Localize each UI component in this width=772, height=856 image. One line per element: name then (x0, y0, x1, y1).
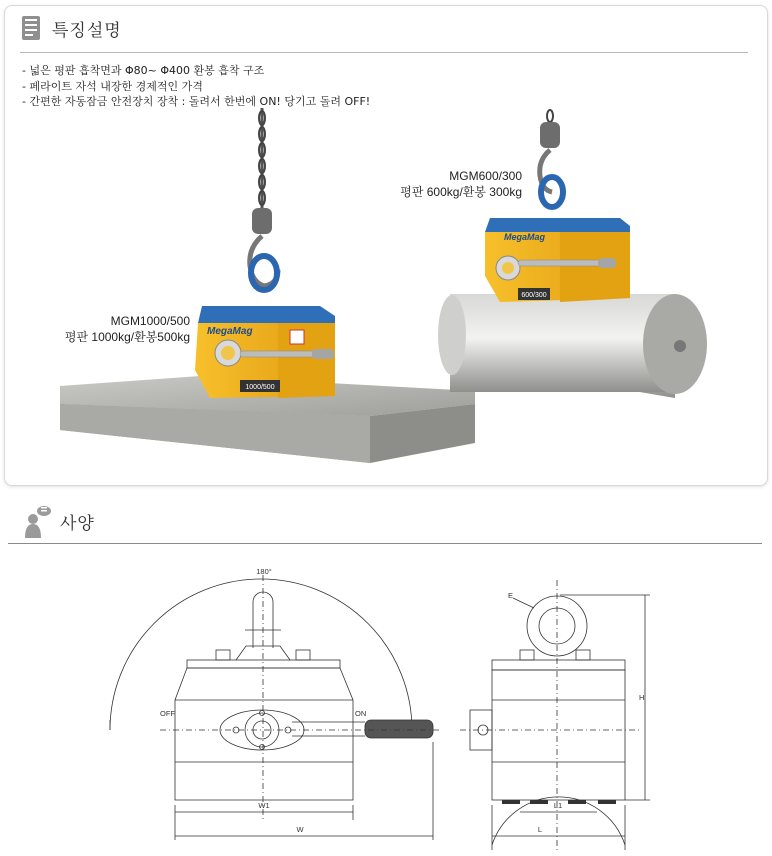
mgm1000-name: MGM1000/500 (110, 314, 190, 328)
h-label: H (639, 693, 645, 702)
mgm600-capacity: 평판 600kg/환봉 300kg (400, 185, 522, 199)
mgm600-name: MGM600/300 (449, 169, 522, 183)
mgm1000-label (60, 313, 190, 345)
spec-heading (24, 504, 95, 538)
feature-item: - 간편한 자동잠금 안전장치 장착 : 돌려서 한번에 ON! 당기고 돌려 OFF! (22, 95, 371, 108)
feature-item: - 넓은 평판 흡착면과 Φ80~ Φ400 환봉 흡착 구조 (22, 64, 265, 77)
feature-list (22, 63, 370, 110)
mgm600-product-photo (430, 108, 715, 398)
l1-label: L1 (553, 801, 563, 810)
feature-item: - 페라이트 자석 내장한 경제적인 가격 (22, 79, 203, 93)
off-label: OFF (160, 709, 175, 718)
angle-label: 180° (256, 567, 272, 576)
mgm1000-plate-text: 1000/500 (245, 384, 275, 391)
spec-divider (8, 543, 762, 544)
e-label: E (508, 591, 514, 600)
technical-drawing (0, 550, 772, 856)
w-label: W (296, 825, 304, 834)
mgm1000-brand-logo: MegaMag (207, 326, 253, 337)
mgm600-brand-logo: MegaMag (504, 232, 546, 242)
document-icon (20, 14, 44, 42)
features-divider (20, 52, 748, 53)
l-label: L (537, 825, 543, 834)
features-title: 특징설명 (52, 20, 122, 41)
mgm1000-product-photo (50, 108, 480, 468)
mgm600-label (400, 168, 522, 200)
on-label: ON (355, 709, 367, 718)
mgm600-plate-text: 600/300 (521, 292, 547, 299)
mgm1000-capacity: 평판 1000kg/환봉500kg (64, 330, 190, 344)
spec-title: 사양 (60, 513, 95, 534)
person-speech-icon (24, 504, 52, 538)
w1-label: W1 (258, 801, 270, 810)
features-heading (20, 14, 122, 42)
